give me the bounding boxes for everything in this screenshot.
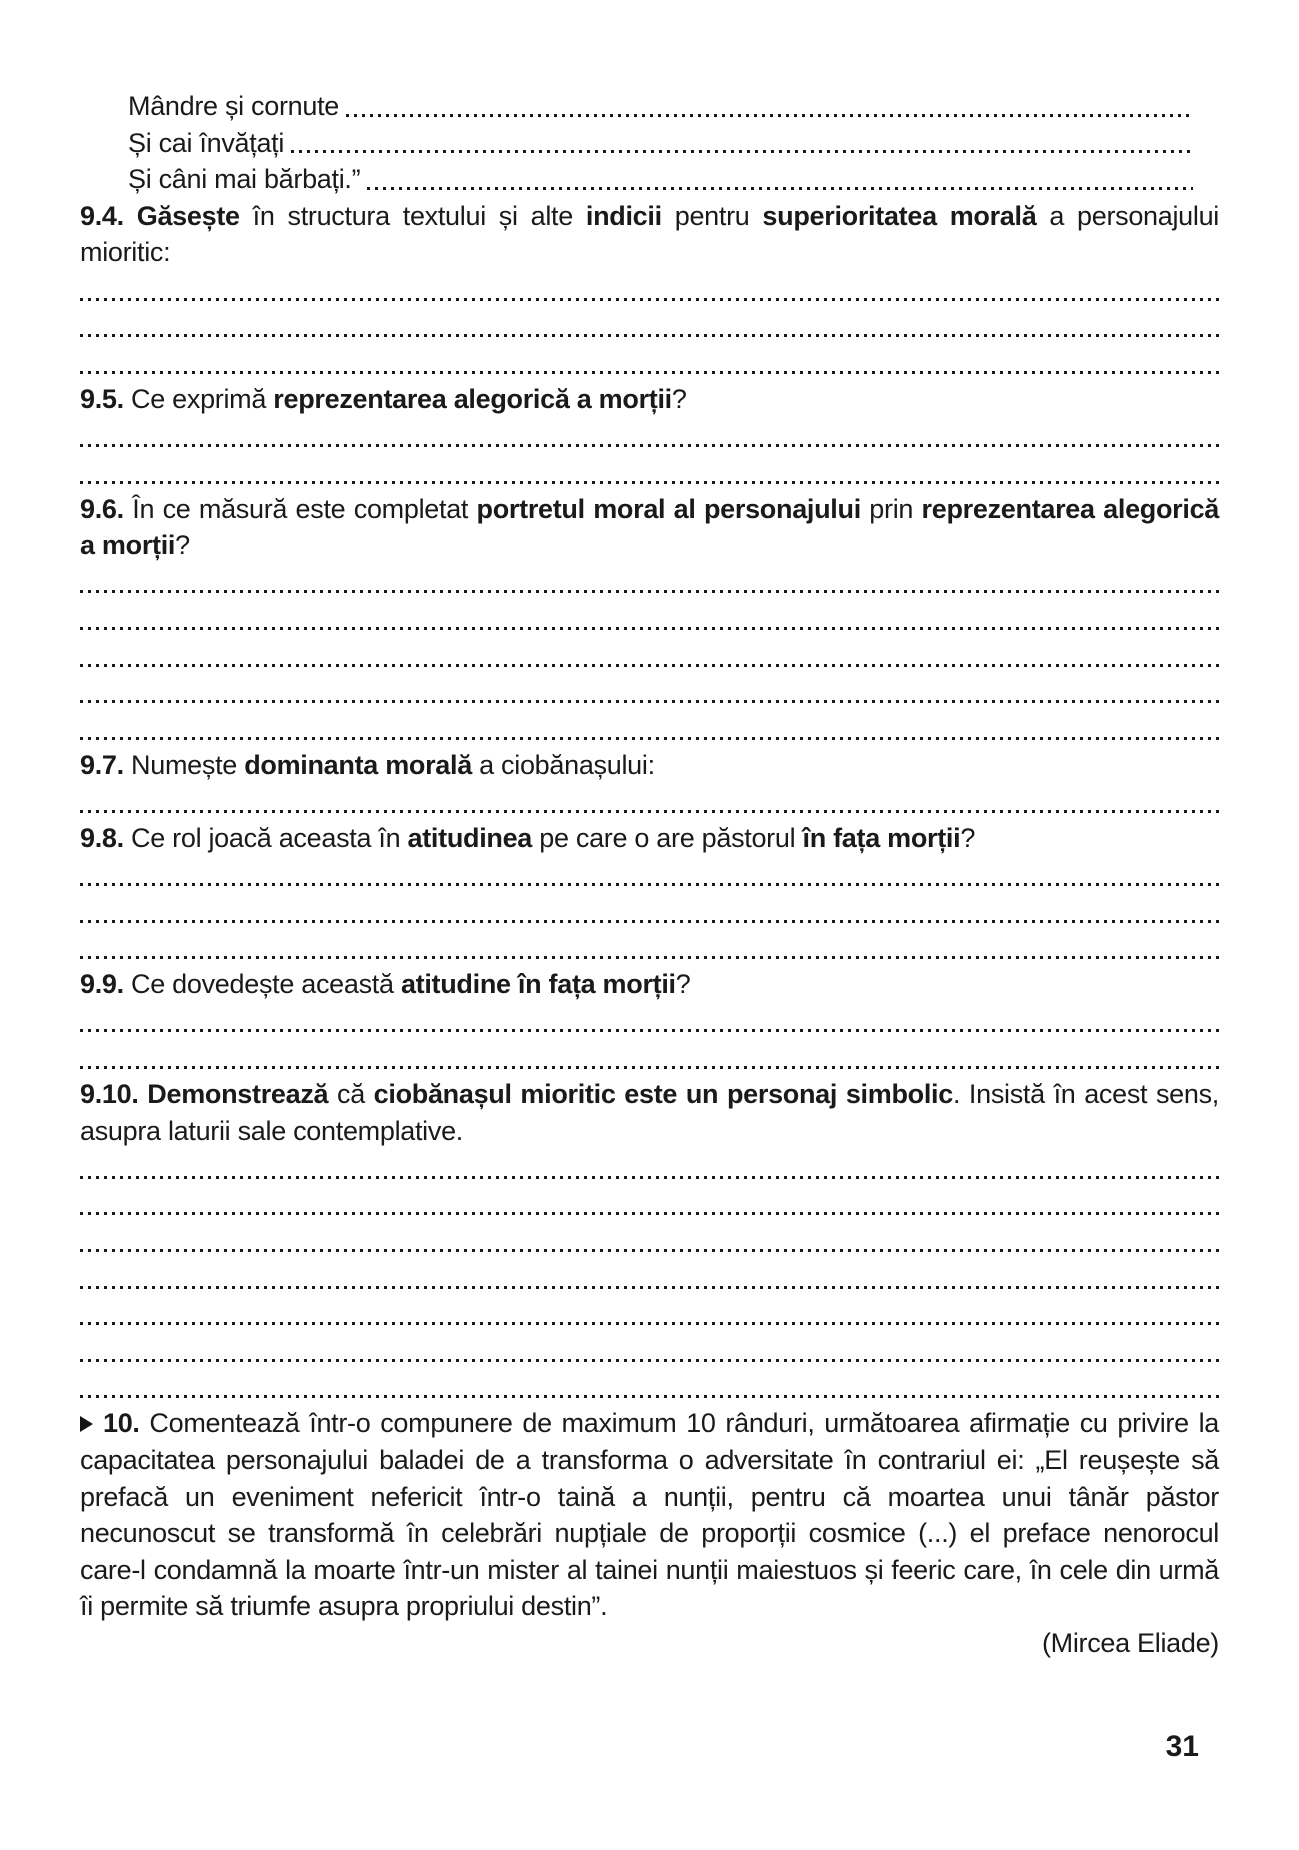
dotted-leader (291, 125, 1193, 162)
question-text: Ce exprimă (123, 383, 274, 414)
verse-line (80, 125, 1219, 162)
question-text: Ce rol joacă aceasta în (123, 822, 408, 853)
question-keyword: atitudine în fața morții (400, 969, 676, 1000)
question-heading (80, 966, 1219, 1003)
question-keyword: 9.8. (80, 822, 124, 853)
question-heading (80, 1076, 1219, 1149)
question-text: ? (675, 969, 691, 1000)
question-keyword: portretul moral al personajului (476, 493, 861, 524)
answer-dotted-line (80, 1296, 1219, 1333)
question-heading (80, 381, 1219, 418)
question-text: Numește (123, 749, 245, 780)
answer-dotted-line (80, 600, 1219, 637)
answer-dotted-line (80, 1149, 1219, 1186)
question-text: a ciobănașului: (471, 749, 655, 780)
question-keyword: reprezentarea alegorică a morții (273, 383, 672, 414)
question-heading (80, 820, 1219, 857)
answer-dotted-line (80, 783, 1219, 820)
question-keyword: 9.10. Demonstrează (80, 1079, 329, 1110)
answer-dotted-line (80, 1259, 1219, 1296)
answer-dotted-line (80, 564, 1219, 601)
answer-dotted-line (80, 1003, 1219, 1040)
answer-dotted-line (80, 1369, 1219, 1406)
answer-dotted-line (80, 930, 1219, 967)
triangle-bullet-icon (80, 1416, 93, 1432)
question-text: pe care o are păstorul (532, 822, 803, 853)
answer-dotted-line (80, 454, 1219, 491)
question-text: pentru (661, 200, 763, 231)
answer-dotted-line (80, 674, 1219, 711)
question-keyword: 9.4. Găsește (80, 200, 240, 231)
attribution: (Mircea Eliade) (1041, 1627, 1219, 1658)
verse-text: Și câni mai bărbați.” (128, 164, 361, 195)
answer-dotted-line (80, 1039, 1219, 1076)
question-text: prin (860, 493, 922, 524)
question-text: ? (960, 822, 976, 853)
question-text: în structura textului și alte (239, 200, 586, 231)
question-text: a personajului mioritic: (80, 200, 1220, 268)
verse-line (80, 88, 1219, 125)
answer-dotted-line (80, 1186, 1219, 1223)
verse-text: Și cai învățați (128, 127, 285, 158)
question-text: ? (175, 530, 190, 561)
question-keyword: atitudinea (407, 822, 533, 853)
question-text: ? (671, 383, 687, 414)
answer-dotted-line (80, 1222, 1219, 1259)
question-keyword: indicii (585, 200, 662, 231)
question-keyword: 9.9. (80, 969, 124, 1000)
question-keyword: dominanta morală (244, 749, 472, 780)
question-keyword: 9.7. (80, 749, 124, 780)
questions-block (80, 198, 1219, 1406)
answer-dotted-line (80, 308, 1219, 345)
verse-text: Mândre și cornute (128, 91, 340, 121)
question-text: Comentează într-o compunere de maximum 10 rânduri, următoarea afirmație cu privire la capacitatea personajului baladei de a transforma o adversitate în contrariul ei: „El reușește să prefacă un eveniment nefericit într-o taină a nunții, pentru că moartea unui tânăr păstor necunoscut se transformă în celebrări nupțiale de proporții cosmice (...) el preface nenorocul care-l condamnă la moarte într-un mister al tainei nunții maiestuos și feeric care, în cele din urmă îi permite să triumfe asupra propriului destin”. (80, 1408, 1219, 1622)
question-keyword: 9.6. (80, 493, 124, 524)
question-text: Ce dovedește această (123, 969, 401, 1000)
question-keyword: 9.5. (80, 383, 124, 414)
answer-dotted-line (80, 710, 1219, 747)
question-heading (80, 198, 1219, 271)
question-text: În ce măsură este completat (123, 493, 477, 524)
task-10-heading (80, 1405, 1219, 1625)
question-keyword: superioritatea morală (762, 200, 1037, 231)
question-keyword: 10. (103, 1408, 140, 1439)
verse-block (80, 88, 1219, 198)
dotted-leader (367, 161, 1193, 198)
task-10-block (80, 1405, 1219, 1625)
answer-dotted-line (80, 417, 1219, 454)
answer-dotted-line (80, 637, 1219, 674)
question-keyword: în fața morții (802, 822, 961, 853)
answer-dotted-line (80, 344, 1219, 381)
question-text: că (328, 1079, 374, 1110)
answer-dotted-line (80, 856, 1219, 893)
answer-dotted-line (80, 893, 1219, 930)
answer-dotted-line (80, 271, 1219, 308)
question-keyword: reprezentarea alegorică a morții (80, 493, 1220, 561)
question-keyword: ciobănașul mioritic este un personaj simbolic (373, 1079, 953, 1110)
question-text: . Insistă în acest sens, asupra laturii sale contemplative. (80, 1079, 1220, 1146)
question-heading (80, 747, 1219, 784)
verse-line (80, 161, 1219, 198)
dotted-leader (346, 88, 1193, 125)
page-number: 31 (1165, 1730, 1199, 1763)
question-heading (80, 491, 1219, 564)
answer-dotted-line (80, 1332, 1219, 1369)
